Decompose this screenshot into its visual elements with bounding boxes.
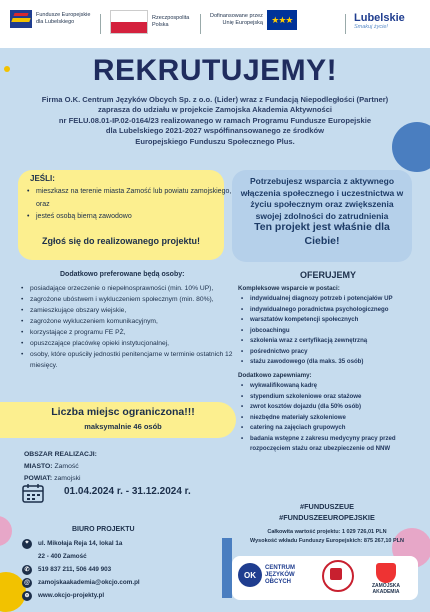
logo-divider [200,14,201,34]
phone-row [22,563,222,576]
foundation-seal-emblem-icon [330,568,342,580]
eu-contribution: Wysokość wkładu Funduszy Europejskich: 875 267,10 PLN [250,538,404,544]
eligibility-list [24,186,232,224]
list-item: • warsztatów kompetencji społecznych [250,315,428,326]
rp-logo-line2: Polska [152,22,169,28]
intro-text [20,95,410,147]
list-item: • stypendium szkoleniowe oraz stażowe [250,392,428,403]
email-row[interactable] [22,576,222,589]
location-pin-icon: ⌖ [22,539,32,549]
globe-icon: ⊕ [22,591,32,601]
fe-logo-line2: dla Lubelskiego [36,19,75,25]
cjo-logo-line2: JĘZYKÓW [265,571,295,578]
list-item: • pośrednictwo pracy [250,347,428,358]
rp-logo-line1: Rzeczpospolita [152,15,190,21]
address-line1: ul. Mikołaja Reja 14, lokal 1a [38,540,123,547]
intro-line: zaprasza do udziału w projekcie Zamojska Akademia Aktywności [97,105,333,115]
preferred-list [18,283,236,371]
intro-line: Europejskiego Funduszu Społecznego Plus. [135,136,295,146]
list-item: • szkolenia wraz z certyfikacją zewnętrzną [250,336,428,347]
offer-section1-list [238,294,428,368]
county-label: POWIAT: [24,475,53,482]
list-item: • zwrot kosztów dojazdu (dla 50% osób) [250,402,428,413]
area-title: OBSZAR REALIZACJI: [24,451,97,458]
cjo-logo-line1: CENTRUM [265,564,295,571]
list-item: • osoby, które opuściły jednostki penitencjarne w terminie ostatnich 12 miesięcy. [30,349,236,371]
list-item: • jesteś osobą bierną zawodowo [36,211,232,224]
offer-section1-title: Kompleksowe wsparcie w postaci: [238,285,340,292]
list-item: • posiadające orzeczenie o niepełnosprawności (min. 10% UP), [30,283,236,294]
decor-circle-mid-left [0,516,12,546]
project-totals [232,528,422,546]
list-item: • niezbędne materiały szkoleniowe [250,413,428,424]
offer-section2-list [238,381,428,455]
eligibility-call: Zgłoś się do realizowanego projektu! [41,236,201,246]
polish-flag-icon [110,10,148,34]
address-row [22,537,222,550]
rp-logo [110,10,189,34]
list-item: • wykwalifikowaną kadrę [250,381,428,392]
offer-title: OFERUJEMY [300,270,357,280]
fe-logo-icon [10,10,32,28]
email-link[interactable]: zamojskaakademia@okcjo.com.pl [38,579,140,586]
eu-logo [210,10,297,30]
fe-logo-line1: Fundusze Europejskie [36,12,91,18]
intro-line: dla Lubelskiego 2021-2027 współfinansowanego ze środków [105,126,325,136]
list-item: • indywidualnej diagnozy potrzeb i potencjałów UP [250,294,428,305]
hashtags [232,501,422,523]
list-item: • stażu zawodowego (dla maks. 35 osób) [250,357,428,368]
lubelskie-logo-name: Lubelskie [354,12,405,24]
logo-divider [100,14,101,34]
office-title: BIURO PROJEKTU [72,526,135,533]
eu-logo-line1: Dofinansowane przez [210,13,263,19]
list-item: • zagrożone wykluczeniem komunikacyjnym, [30,316,236,327]
city-value: Zamość [54,463,79,470]
list-item: • zamieszkujące obszary wiejskie, [30,305,236,316]
list-item: • jobcoachingu [250,326,428,337]
list-item: • badania wstępne z zakresu medycyny pracy przed rozpoczęciem stażu oraz ubezpieczenie od NNW [250,434,428,455]
preferred-title: Dodatkowo preferowane będą osoby: [60,271,185,278]
eligibility-title: JEŚLI: [30,174,55,183]
list-item: • indywidualnego poradnictwa psychologicznego [250,305,428,316]
eu-flag-icon: ★★★ [267,10,297,30]
zamojska-akademia-logo [360,563,412,595]
intro-line: nr FELU.08.01-IP.02-0164/23 realizowanego w ramach Programu Fundusze Europejskie [58,115,372,125]
eu-logo-line2: Unię Europejską [222,20,263,26]
address-row-2 [22,550,222,563]
office-contacts [22,537,222,602]
logo-divider [345,14,346,34]
decor-bar-mid-right [222,538,232,598]
project-dates: 01.04.2024 r. - 31.12.2024 r. [64,486,191,497]
cjo-logo-line3: OBCYCH [265,578,292,585]
total-value: Całkowita wartość projektu: 1 029 726,01 PLN [267,529,387,535]
logo-bar [0,0,430,48]
zamosc-emblem-icon [376,563,396,583]
list-item: • catering na zajęciach grupowych [250,423,428,434]
cjo-logo-mark: OK [238,563,262,587]
zam-logo-line2: AKADEMIA [372,589,400,595]
address-line2: 22 - 400 Zamość [38,553,87,560]
intro-line: Firma O.K. Centrum Języków Obcych Sp. z o.o. (Lider) wraz z Fundacją Niepodległości (Partner) [41,95,389,104]
fe-logo [10,10,90,28]
phone-icon: ✆ [22,565,32,575]
support-call: Ten projekt jest właśnie dla Ciebie! [254,221,390,247]
hashtag: #FUNDUSZEEUROPEJSKIE [279,513,375,522]
limit-sub: maksymalnie 46 osób [84,422,162,431]
zam-logo-line1: ZAMOJSKA [371,583,401,589]
list-item: • zagrożone ubóstwem i wykluczeniem społecznym (min. 80%), [30,294,236,305]
support-text: Potrzebujesz wsparcia z aktywnego włączenia społecznego i uczestnictwa w życiu społecznym oraz zwiększenia swojej zdolności do zatrudnienia [240,176,404,221]
email-icon: @ [22,578,32,588]
county-value: zamojski [54,475,81,482]
area-section [24,449,97,485]
limit-main: Liczba miejsc ograniczona!!! [51,406,195,418]
lubelskie-logo-tagline: Smakuj życie! [354,24,388,30]
web-row[interactable] [22,589,222,602]
list-item: • mieszkasz na terenie miasta Zamość lub powiatu zamojskiego, oraz [36,186,232,211]
offer-section2-title: Dodatkowo zapewniamy: [238,372,312,379]
city-label: MIASTO: [24,463,53,470]
cjo-logo [238,563,295,587]
list-item: • korzystające z programu FE PŻ, [30,327,236,338]
page-title: REKRUTUJEMY! [92,54,338,87]
list-item: • opuszczające placówkę opieki instytucjonalnej, [30,338,236,349]
calendar-icon [22,483,44,503]
hashtag: #FUNDUSZEUE [300,502,354,511]
lubelskie-logo [354,12,405,30]
phone-numbers: 519 837 211, 506 449 903 [38,566,112,573]
website-link[interactable]: www.okcjo-projekty.pl [38,592,105,599]
